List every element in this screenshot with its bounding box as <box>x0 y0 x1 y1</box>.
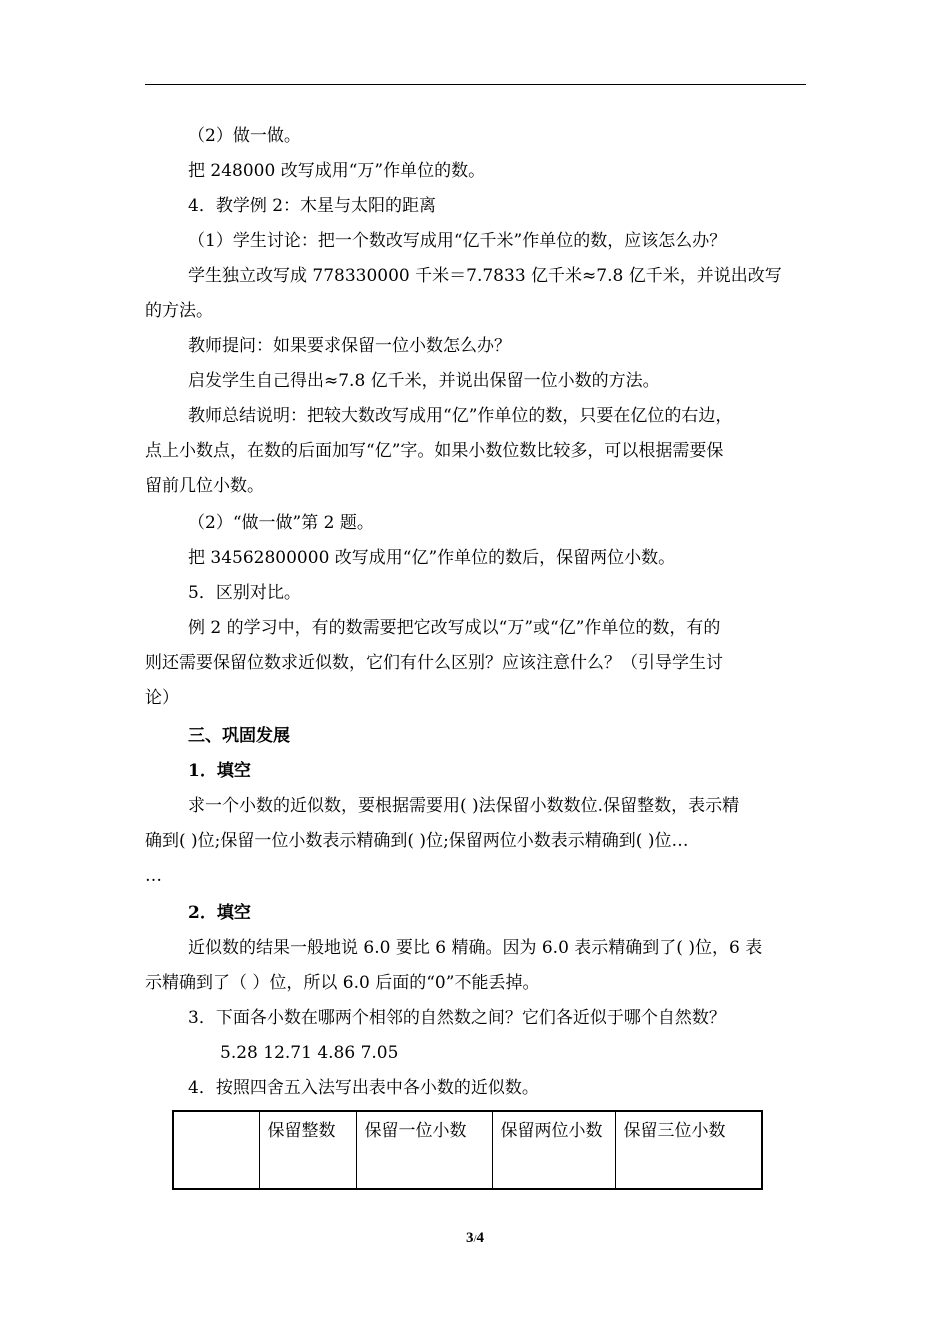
table-header-cell: 保留整数 <box>259 1111 356 1189</box>
text-line: 教师总结说明：把较大数改写成用“亿”作单位的数，只要在亿位的右边， <box>188 406 733 426</box>
text-line: 例 2 的学习中，有的数需要把它改写成以“万”或“亿”作单位的数，有的 <box>188 618 721 638</box>
text-line: 5．区别对比。 <box>188 583 301 603</box>
table-header-cell <box>173 1111 259 1189</box>
text-line: 论） <box>145 688 179 708</box>
text-line: 确到( )位;保留一位小数表示精确到( )位;保留两位小数表示精确到( )位… <box>145 831 689 851</box>
text-line: 近似数的结果一般地说 6.0 要比 6 精确。因为 6.0 表示精确到了( )位，6 表 <box>188 938 763 958</box>
exercise-heading: 1．填空 <box>188 761 251 781</box>
text-line: 的方法。 <box>145 301 213 321</box>
text-line: … <box>145 866 162 886</box>
text-line: 则还需要保留位数求近似数，它们有什么区别？应该注意什么？（引导学生讨 <box>145 653 723 673</box>
table-header-cell: 保留一位小数 <box>356 1111 492 1189</box>
page-separator: / <box>473 1233 477 1245</box>
header-rule <box>145 84 806 85</box>
text-line: 示精确到了（ ）位，所以 6.0 后面的“0”不能丢掉。 <box>145 973 540 993</box>
text-line: 留前几位小数。 <box>145 476 264 496</box>
text-line: 启发学生自己得出≈7.8 亿千米，并说出保留一位小数的方法。 <box>188 371 660 391</box>
table-header-cell: 保留两位小数 <box>492 1111 615 1189</box>
text-line: 点上小数点，在数的后面加写“亿”字。如果小数位数比较多，可以根据需要保 <box>145 441 724 461</box>
page-total: 4 <box>476 1230 485 1246</box>
text-line: 4．按照四舍五入法写出表中各小数的近似数。 <box>188 1078 539 1098</box>
section-heading: 三、巩固发展 <box>188 726 290 746</box>
text-line: 3．下面各小数在哪两个相邻的自然数之间？它们各近似于哪个自然数？ <box>188 1008 726 1028</box>
text-line: （2）做一做。 <box>188 126 301 146</box>
text-line: 教师提问：如果要求保留一位小数怎么办？ <box>188 336 511 356</box>
text-line: 学生独立改写成 778330000 千米＝7.7833 亿千米≈7.8 亿千米，并说出改写 <box>188 266 782 286</box>
text-line: 求一个小数的近似数，要根据需要用( )法保留小数数位.保留整数，表示精 <box>188 796 740 816</box>
text-line: 把 248000 改写成用“万”作单位的数。 <box>188 161 486 181</box>
text-line: （2）“做一做”第 2 题。 <box>188 513 374 533</box>
text-line: 把 34562800000 改写成用“亿”作单位的数后，保留两位小数。 <box>188 548 676 568</box>
table-row <box>173 1111 762 1189</box>
exercise-heading: 2．填空 <box>188 903 251 923</box>
text-line: （1）学生讨论：把一个数改写成用“亿千米”作单位的数，应该怎么办？ <box>188 231 727 251</box>
page-current: 3 <box>465 1230 474 1246</box>
text-line: 4．教学例 2：木星与太阳的距离 <box>188 196 437 216</box>
table-header-cell: 保留三位小数 <box>615 1111 762 1189</box>
rounding-table <box>172 1110 763 1190</box>
page-number <box>0 1230 950 1247</box>
decimal-list: 5.28 12.71 4.86 7.05 <box>220 1043 399 1063</box>
